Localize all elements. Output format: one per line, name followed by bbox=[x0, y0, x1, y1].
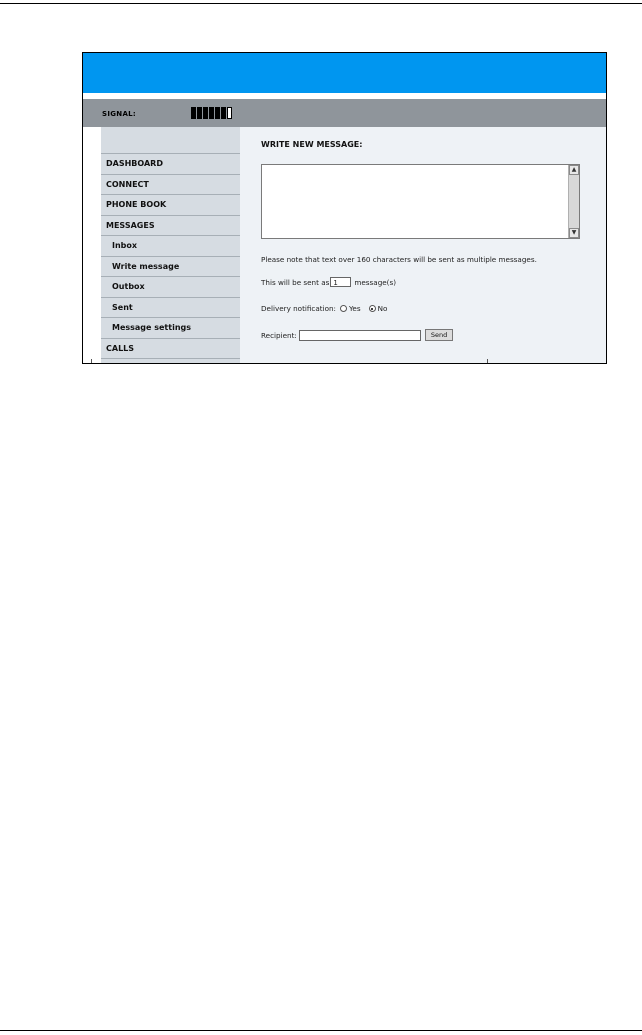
signal-bar-segment bbox=[227, 107, 232, 119]
crop-tick bbox=[487, 359, 488, 363]
recipient-row bbox=[261, 329, 453, 341]
crop-tick bbox=[91, 359, 92, 363]
page-bottom-rule bbox=[0, 1030, 642, 1031]
sidebar-header bbox=[101, 127, 240, 154]
sidebar-item-messages[interactable]: MESSAGES bbox=[101, 216, 240, 237]
sidebar-item-phone-book[interactable]: PHONE BOOK bbox=[101, 195, 240, 216]
sent-as-prefix: This will be sent as bbox=[261, 277, 330, 287]
signal-label: SIGNAL: bbox=[102, 110, 137, 118]
sidebar-item-write-message[interactable]: Write message bbox=[101, 257, 240, 278]
delivery-label: Delivery notification: bbox=[261, 304, 336, 313]
delivery-no-label[interactable]: No bbox=[377, 304, 388, 313]
sent-as-suffix: message(s) bbox=[354, 277, 397, 287]
send-button[interactable]: Send bbox=[425, 329, 453, 341]
sidebar-item-calls[interactable]: CALLS bbox=[101, 339, 240, 360]
delivery-no-radio[interactable] bbox=[369, 305, 376, 312]
signal-bar-segment bbox=[197, 107, 202, 119]
signal-strength-icon bbox=[191, 107, 232, 119]
page-title: WRITE NEW MESSAGE: bbox=[261, 140, 363, 149]
message-textarea[interactable] bbox=[261, 164, 580, 239]
sidebar-item-dashboard[interactable]: DASHBOARD bbox=[101, 154, 240, 175]
sidebar-item-connect[interactable]: CONNECT bbox=[101, 175, 240, 196]
signal-bar-segment bbox=[203, 107, 208, 119]
header-banner bbox=[83, 53, 606, 93]
signal-bar-segment bbox=[215, 107, 220, 119]
content-area bbox=[83, 127, 606, 363]
main-panel bbox=[240, 127, 606, 363]
sidebar-item-outbox[interactable]: Outbox bbox=[101, 277, 240, 298]
sidebar bbox=[101, 127, 240, 363]
length-note: Please note that text over 160 characters will be sent as multiple messages. bbox=[261, 255, 537, 264]
sidebar-item-inbox[interactable]: Inbox bbox=[101, 236, 240, 257]
sidebar-item-sent[interactable]: Sent bbox=[101, 298, 240, 319]
page-top-rule bbox=[0, 3, 642, 4]
signal-bar-segment bbox=[221, 107, 226, 119]
textarea-scrollbar[interactable] bbox=[568, 165, 579, 238]
delivery-yes-radio[interactable] bbox=[340, 305, 347, 312]
delivery-yes-label[interactable]: Yes bbox=[348, 304, 361, 313]
web-interface-screenshot bbox=[82, 52, 607, 364]
recipient-label: Recipient: bbox=[261, 330, 297, 340]
scroll-up-icon[interactable]: ▲ bbox=[569, 165, 579, 175]
message-count-field[interactable]: 1 bbox=[330, 277, 351, 287]
status-bar bbox=[83, 99, 606, 127]
signal-bar-segment bbox=[209, 107, 214, 119]
scroll-down-icon[interactable]: ▼ bbox=[569, 228, 579, 238]
recipient-input[interactable] bbox=[299, 330, 421, 341]
sidebar-item-message-settings[interactable]: Message settings bbox=[101, 318, 240, 339]
left-margin bbox=[83, 127, 101, 363]
delivery-notification-row bbox=[261, 304, 387, 313]
signal-bar-segment bbox=[191, 107, 196, 119]
message-count-row bbox=[261, 277, 396, 287]
